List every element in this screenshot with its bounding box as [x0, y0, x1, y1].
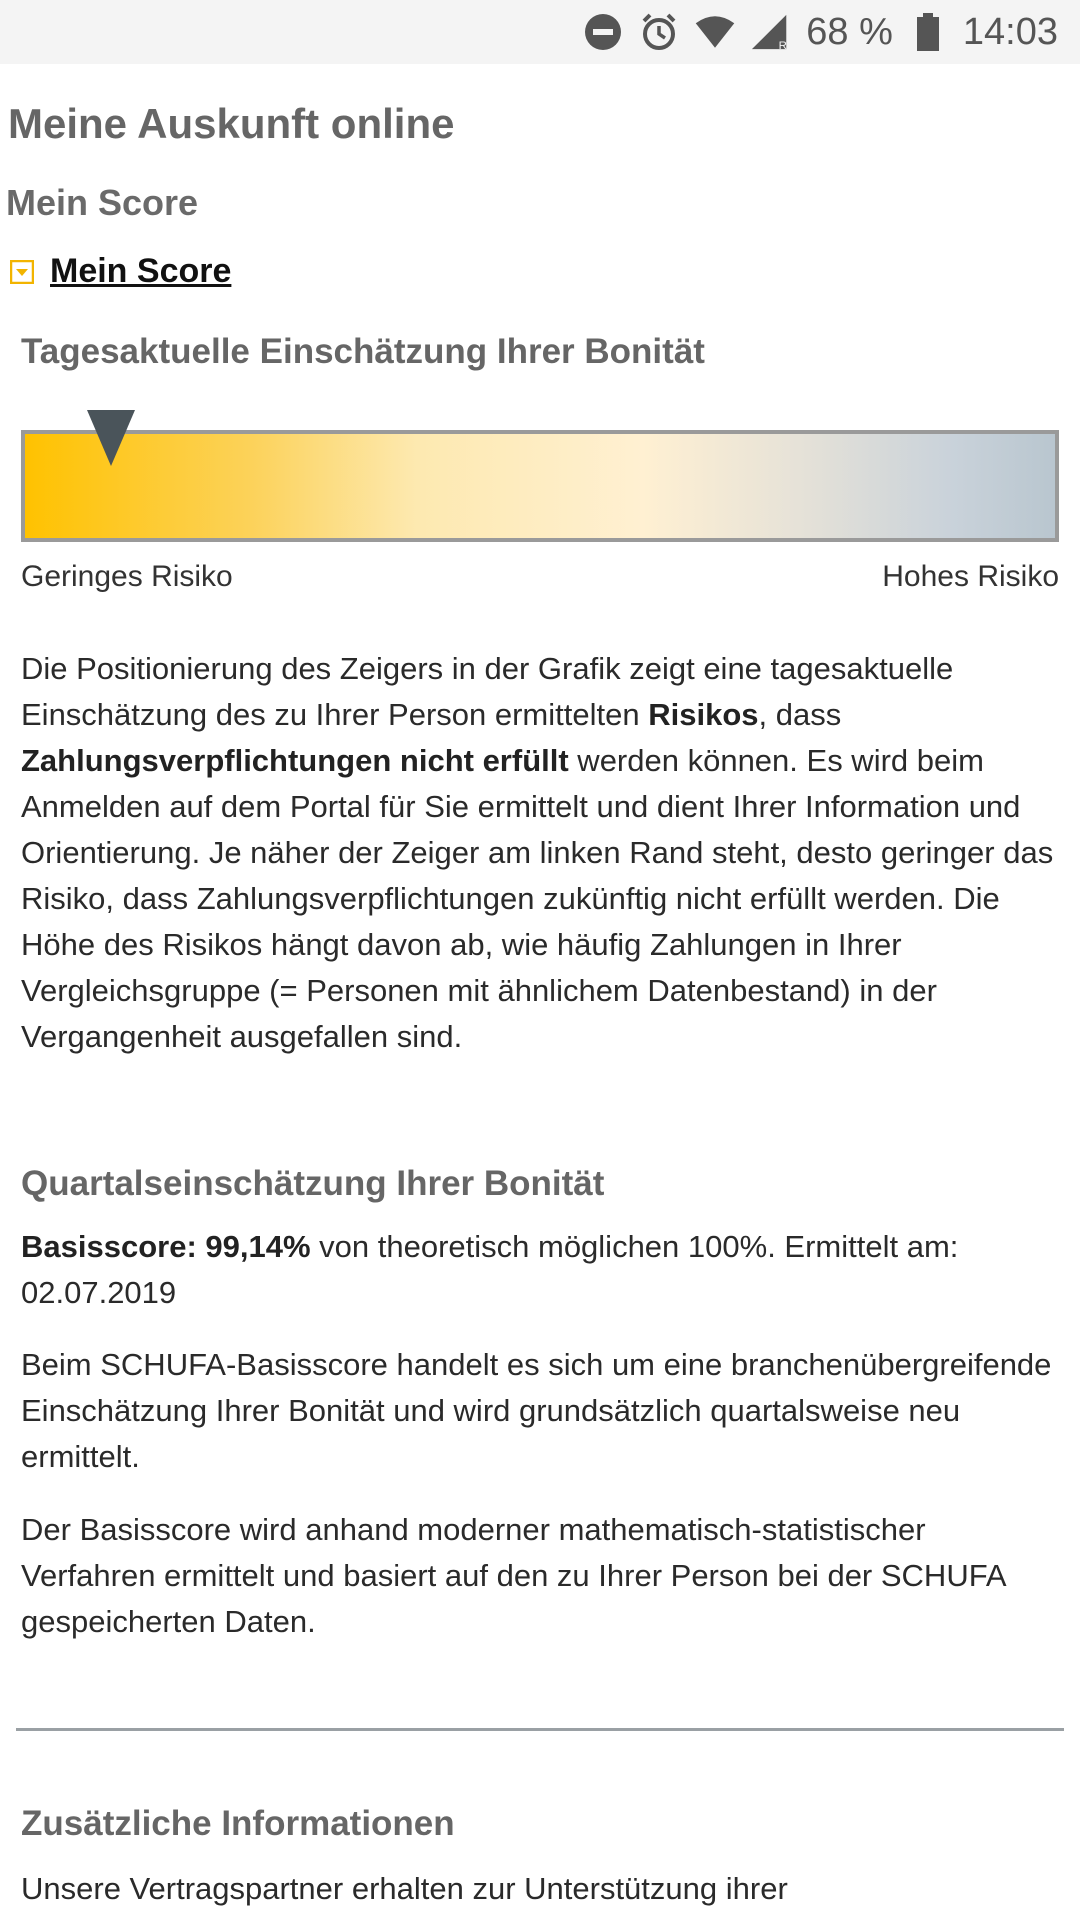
- do-not-disturb-icon: [582, 11, 624, 53]
- quarterly-paragraph-1: Beim SCHUFA-Basisscore handelt es sich um eine branchenübergreifende Einschätzung Ihrer Bonität und wird grundsätzlich quartalsweise neu ermittelt.: [21, 1347, 1052, 1474]
- gauge-label-low: Geringes Risiko: [21, 560, 233, 593]
- risk-gauge: [21, 430, 1059, 542]
- status-bar: [0, 0, 1080, 64]
- divider: [16, 1728, 1064, 1731]
- svg-text:R: R: [778, 40, 788, 52]
- basisscore-value: Basisscore: 99,14%: [21, 1229, 311, 1264]
- clock: 14:03: [962, 10, 1058, 53]
- accordion-mein-score[interactable]: [10, 252, 231, 291]
- text-bold: Zahlungsverpflichtungen nicht erfüllt: [21, 743, 569, 778]
- quarterly-heading: Quartalseinschätzung Ihrer Bonität: [21, 1164, 605, 1203]
- basisscore-text: [21, 1224, 1061, 1316]
- wifi-icon: [694, 11, 736, 53]
- gauge-label-high: Hohes Risiko: [882, 560, 1059, 593]
- alarm-icon: [638, 11, 680, 53]
- accordion-link[interactable]: Mein Score: [50, 252, 232, 290]
- daily-heading: Tagesaktuelle Einschätzung Ihrer Bonität: [21, 332, 705, 371]
- page-title: Meine Auskunft online: [8, 100, 455, 147]
- battery-percent: 68 %: [806, 10, 893, 53]
- chevron-down-icon[interactable]: [10, 260, 34, 284]
- text-fragment: von theoretisch möglichen 100%. Ermittelt am: 02.07.2019: [21, 1229, 959, 1310]
- text-fragment: werden können. Es wird beim Anmelden auf dem Portal für Sie ermittelt und dient Ihrer Information und Orientierung. Je näher der Zeiger am linken Rand steht, desto geringer das Risiko, dass Zahlungsverpflichtungen zukünftig nicht erfüllt werden. Die Höhe des Risikos hängt davon ab, wie häufig Zahlungen in Ihrer Vergleichsgruppe (= Personen mit ähnlichem Datenbestand) in der Vergangenheit ausgefallen sind.: [21, 743, 1054, 1054]
- gauge-pointer: [87, 410, 135, 466]
- text-fragment: , dass: [758, 697, 842, 732]
- quarterly-paragraph-2: Der Basisscore wird anhand moderner mathematisch-statistischer Verfahren ermittelt und basiert auf den zu Ihrer Person bei der SCHUFA gespeicherten Daten.: [21, 1512, 1005, 1639]
- daily-description: [21, 646, 1061, 1060]
- additional-heading: Zusätzliche Informationen: [21, 1804, 455, 1843]
- battery-icon: [907, 11, 949, 53]
- text-fragment: Die Positionierung des Zeigers in der Grafik zeigt eine tagesaktuelle Einschätzung des zu Ihrer Person ermittelten: [21, 651, 954, 732]
- additional-text: Unsere Vertragspartner erhalten zur Unterstützung ihrer: [21, 1871, 788, 1906]
- signal-roaming-icon: [750, 11, 792, 53]
- section-title: Mein Score: [6, 182, 199, 223]
- text-bold: Risikos: [648, 697, 759, 732]
